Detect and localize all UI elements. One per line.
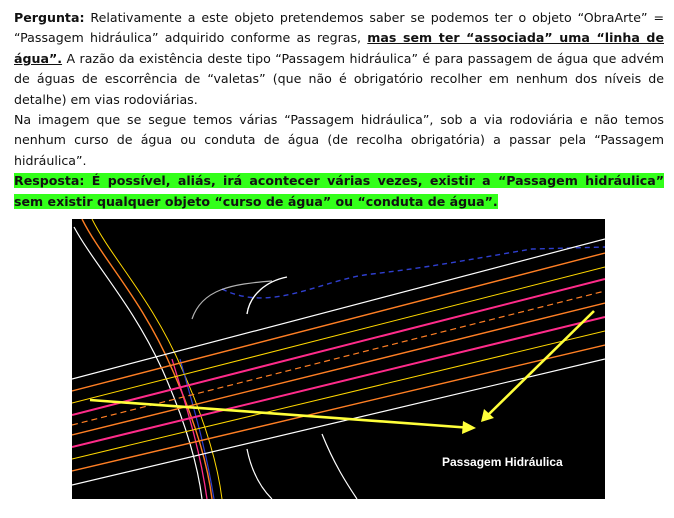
answer-highlight: Resposta: É possível, aliás, irá acontecer várias vezes, existir a “Passagem hidráulica” sem existir qualquer objeto “curso de água” ou “conduta de água”. xyxy=(14,173,664,209)
figure-caption-label: Passagem Hidráulica xyxy=(442,455,563,469)
figure-map-image xyxy=(72,219,605,499)
question-text-part2: A razão da existência deste tipo “Passagem hidráulica” é para passagem de água que advém de águas de escorrência de “valetas” (que não é obrigatório recolher em nenhum dos níveis de detalhe) em vias rodoviárias. xyxy=(14,50,664,107)
context-paragraph: Na imagem que se segue temos várias “Passagem hidráulica”, sob a via rodoviária e não temos nenhum curso de água ou conduta de água (de recolha obrigatória) a passar pela “Passagem hidráulica”. xyxy=(14,112,664,168)
question-emphasis: mas sem ter “associada” uma “linha de água”. xyxy=(14,30,664,66)
answer-paragraph xyxy=(14,171,664,212)
document-body xyxy=(14,8,664,212)
question-text-part1: Relativamente a este objeto pretendemos saber se podemos ter o objeto “ObraArte” = “Passagem hidráulica” adquirido conforme as regras, xyxy=(14,10,664,46)
question-paragraph xyxy=(14,8,664,110)
question-label: Pergunta: xyxy=(14,10,85,25)
